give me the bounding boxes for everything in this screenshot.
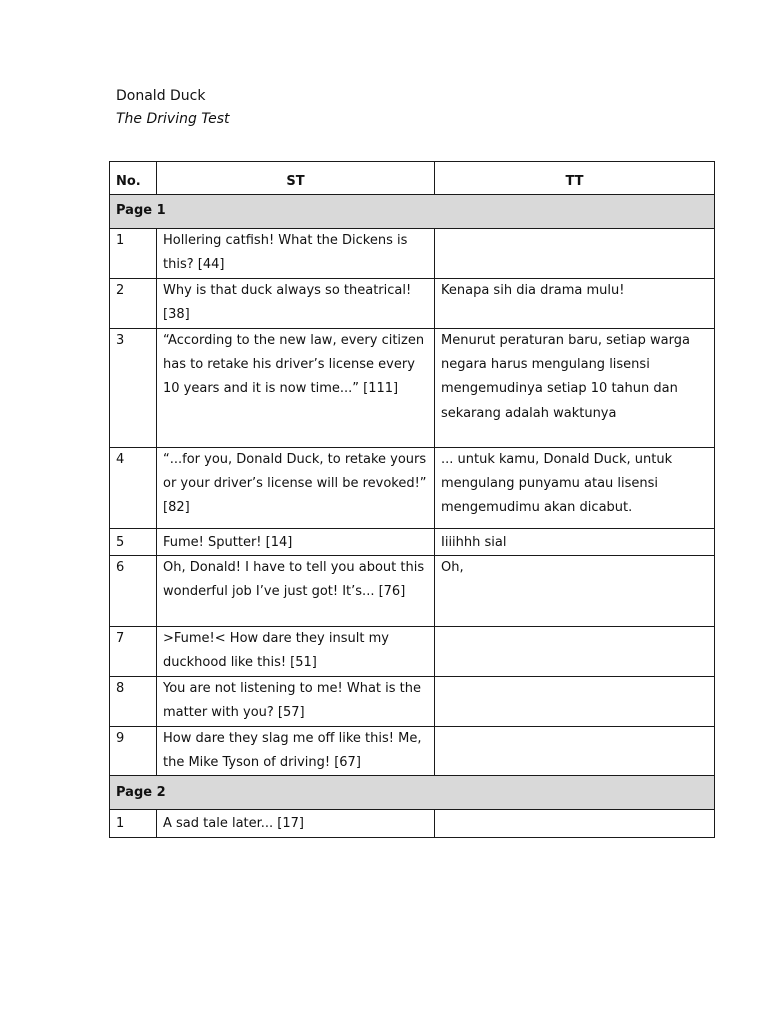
source-text: Hollering catfish! What the Dickens is this? [44] xyxy=(157,229,435,279)
row-number: 7 xyxy=(110,627,157,677)
target-text: Oh, xyxy=(435,556,715,627)
row-number: 8 xyxy=(110,676,157,726)
document-subtitle: The Driving Test xyxy=(116,111,230,127)
table-row xyxy=(110,229,715,279)
row-number: 1 xyxy=(110,229,157,279)
target-text xyxy=(435,810,715,837)
target-text xyxy=(435,676,715,726)
source-text: “...for you, Donald Duck, to retake yours or your driver’s license will be revoked!” [82] xyxy=(157,447,435,528)
row-number: 2 xyxy=(110,278,157,328)
source-text: “According to the new law, every citizen has to retake his driver’s license every 10 years and it is now time...” [111] xyxy=(157,328,435,447)
target-text: ... untuk kamu, Donald Duck, untuk mengulang punyamu atau lisensi mengemudimu akan dicabut. xyxy=(435,447,715,528)
target-text xyxy=(435,627,715,677)
table-row xyxy=(110,447,715,528)
source-text: >Fume!< How dare they insult my duckhood like this! [51] xyxy=(157,627,435,677)
row-number: 9 xyxy=(110,726,157,776)
table-row xyxy=(110,810,715,837)
table-row xyxy=(110,278,715,328)
document-title: Donald Duck xyxy=(116,88,206,104)
table-row xyxy=(110,328,715,447)
source-text: A sad tale later... [17] xyxy=(157,810,435,837)
column-header-st: ST xyxy=(157,162,435,195)
column-header-no: No. xyxy=(110,162,157,195)
section-row-page-2 xyxy=(110,776,715,810)
translation-table xyxy=(109,161,715,838)
source-text: Fume! Sputter! [14] xyxy=(157,528,435,555)
target-text: Iiiihhh sial xyxy=(435,528,715,555)
table-row xyxy=(110,676,715,726)
source-text: You are not listening to me! What is the matter with you? [57] xyxy=(157,676,435,726)
table-row xyxy=(110,726,715,776)
source-text: How dare they slag me off like this! Me, the Mike Tyson of driving! [67] xyxy=(157,726,435,776)
table-header-row xyxy=(110,162,715,195)
section-row-page-1 xyxy=(110,195,715,229)
section-label: Page 1 xyxy=(110,195,715,229)
row-number: 6 xyxy=(110,556,157,627)
column-header-tt: TT xyxy=(435,162,715,195)
row-number: 1 xyxy=(110,810,157,837)
target-text: Menurut peraturan baru, setiap warga negara harus mengulang lisensi mengemudinya setiap 10 tahun dan sekarang adalah waktunya xyxy=(435,328,715,447)
row-number: 5 xyxy=(110,528,157,555)
document-header xyxy=(116,86,230,129)
table-row xyxy=(110,556,715,627)
section-label: Page 2 xyxy=(110,776,715,810)
row-number: 4 xyxy=(110,447,157,528)
table-row xyxy=(110,627,715,677)
target-text xyxy=(435,726,715,776)
source-text: Oh, Donald! I have to tell you about this wonderful job I’ve just got! It’s... [76] xyxy=(157,556,435,627)
target-text xyxy=(435,229,715,279)
row-number: 3 xyxy=(110,328,157,447)
target-text: Kenapa sih dia drama mulu! xyxy=(435,278,715,328)
table-row xyxy=(110,528,715,555)
source-text: Why is that duck always so theatrical! [38] xyxy=(157,278,435,328)
